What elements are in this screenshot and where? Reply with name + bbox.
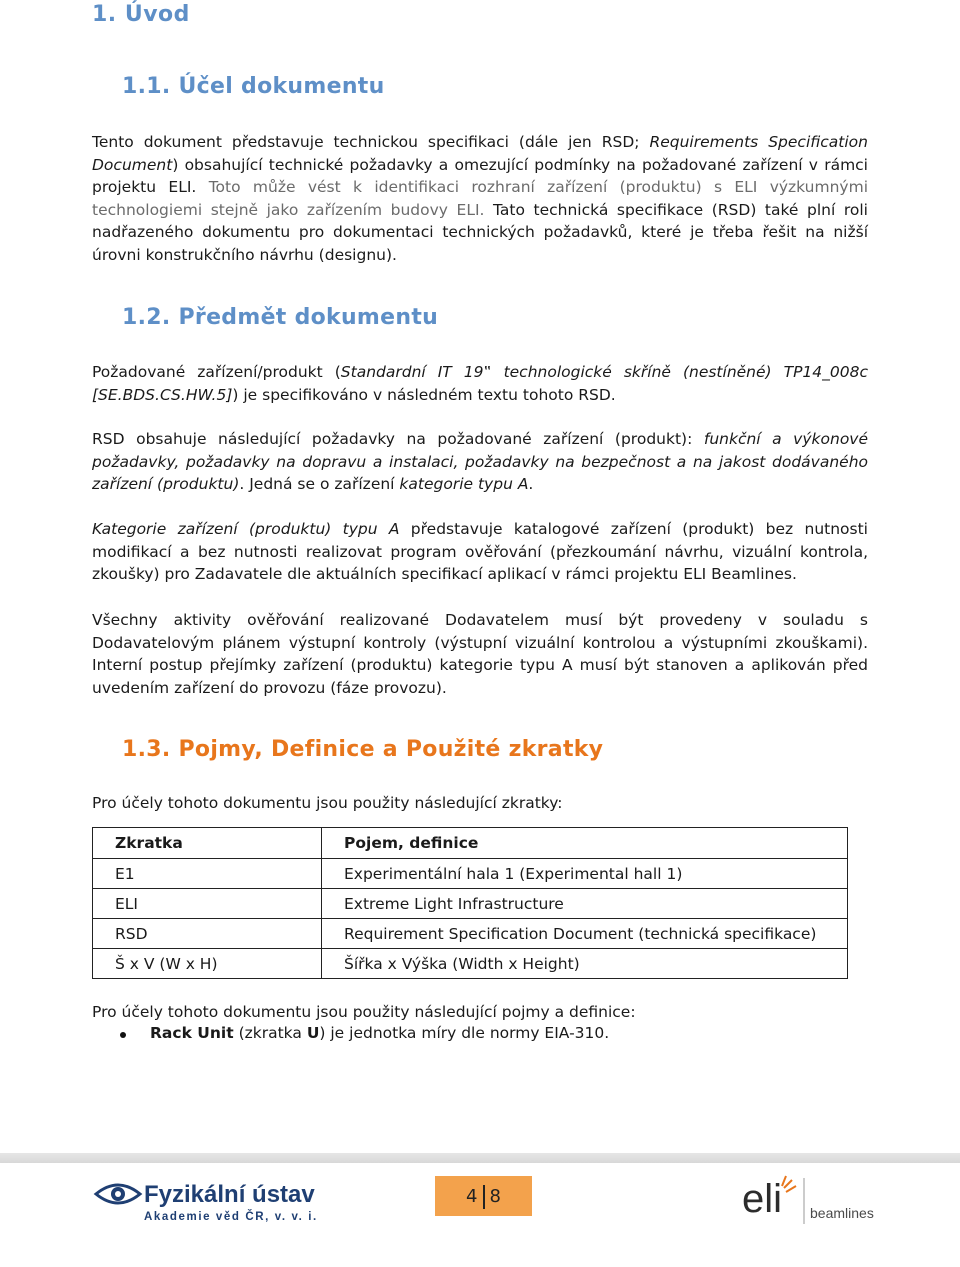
definition-abbr: U: [306, 1024, 320, 1042]
table-cell: RSD: [93, 919, 322, 949]
logo-left-subtitle: Akademie věd ČR, v. v. i.: [144, 1211, 318, 1223]
heading-1-1: 1.1. Účel dokumentu: [122, 74, 385, 99]
footer-band: [0, 1153, 960, 1163]
p1-1-text-e: Tato technická specifikace (RSD) také plní roli nadřazeného dokumentu pro dokumentaci technických požadavků, které je třeba řešit na nižší úrovni konstrukčního návrhu (designu).: [92, 200, 868, 264]
table-row: [93, 889, 848, 919]
table-header-row: [93, 828, 848, 859]
p1-2-b-text-e: .: [528, 475, 534, 494]
p1-1-text-a: Tento dokument představuje technickou specifikaci (dále jen RSD;: [92, 133, 650, 151]
p1-1-text-italic: Requirements Specification Document: [92, 133, 868, 174]
definition-text: [150, 1024, 609, 1042]
table-cell: Requirement Specification Document (technická specifikace): [322, 919, 848, 949]
bullet-icon: [120, 1032, 126, 1038]
p1-2-b-text-a: RSD obsahuje následující požadavky na požadované zařízení (produkt):: [92, 430, 704, 448]
p1-2-c-text-italic: Kategorie zařízení (produktu) typu A: [92, 520, 400, 538]
heading-1-2: [122, 305, 438, 330]
table-cell: ELI: [93, 889, 322, 919]
heading-1-uvod: 1. Úvod: [92, 2, 190, 27]
p1-1-text-c: ) obsahující technické požadavky a omezující podmínky na požadované zařízení v rámci projektu ELI.: [92, 155, 868, 197]
table-row: [93, 919, 848, 949]
definition-term: Rack Unit: [150, 1024, 234, 1042]
table-cell: Šířka x Výška (Width x Height): [322, 949, 848, 979]
p1-2-b-text-category: kategorie typu A: [399, 475, 529, 494]
paragraph-1-1: [92, 131, 868, 267]
p1-2-a-text-c: ) je specifikováno v následném textu tohoto RSD.: [232, 385, 616, 404]
eye-icon: [96, 1185, 140, 1203]
page-current: 4: [466, 1186, 478, 1207]
paragraph-1-2-c: [92, 518, 868, 586]
page-number-box: [435, 1176, 532, 1216]
paragraph-1-2-d: Všechny aktivity ověřování realizované Dodavatelem musí být provedeny v souladu s Dodavatelovým plánem výstupní kontroly (výstupní vizuální kontrolou a výstupními zkouškami). Interní postup přejímky zařízení (produktu) kategorie typu A musí být stanoven a aplikován před uvedením zařízení do provozu (fáze provozu).: [92, 611, 868, 697]
abbreviations-intro: Pro účely tohoto dokumentu jsou použity následující zkratky:: [92, 794, 563, 812]
table-cell: Š x V (W x H): [93, 949, 322, 979]
heading-1-3: 1.3. Pojmy, Definice a Použité zkratky: [122, 737, 604, 762]
fyzikalni-ustav-logo: [92, 1172, 332, 1232]
definitions-intro: Pro účely tohoto dokumentu jsou použity následující pojmy a definice:: [92, 1003, 636, 1021]
abbreviations-table: [92, 827, 848, 979]
definition-text-d: ) je jednotka míry dle normy EIA-310.: [319, 1024, 610, 1042]
definition-text-b: (zkratka: [233, 1024, 307, 1042]
heading-1-2-text: Předmět dokumentu: [178, 305, 439, 330]
logo-left-title: Fyzikální ústav: [144, 1181, 315, 1208]
paragraph-1-2-a: [92, 361, 868, 406]
p1-2-a-text-italic: Standardní IT 19‟ technologické skříně (nestíněné) TP14_008c [SE.BDS.CS.HW.5]: [92, 363, 869, 404]
p1-2-a-text-a: Požadované zařízení/produkt (: [92, 363, 341, 381]
table-cell: Extreme Light Infrastructure: [322, 889, 848, 919]
logo-right-sub: beamlines: [810, 1205, 874, 1221]
table-cell: Experimentální hala 1 (Experimental hall 1): [322, 859, 848, 889]
spark-icon: [782, 1176, 796, 1192]
page-total: 8: [489, 1186, 501, 1207]
p1-1-text-gray: Toto může vést k identifikaci rozhraní zařízení (produktu) s ELI výzkumnými technologiemi stejně jako zařízením budovy ELI.: [92, 178, 868, 219]
table-cell: E1: [93, 859, 322, 889]
table-header-cell: Pojem, definice: [322, 828, 848, 859]
p1-2-c-text-b: představuje katalogové zařízení (produkt) bez nutnosti modifikací a bez nutnosti realizovat program ověřování (přezkoumání návrhu, vizuální kontrola, zkoušky) pro Zadavatele dle aktuálních specifikací aplikací v rámci projektu ELI Beamlines.: [92, 520, 868, 584]
page-separator: [483, 1185, 485, 1209]
eli-beamlines-logo: [740, 1172, 880, 1232]
logo-right-mark: eli: [742, 1177, 783, 1221]
heading-1-2-number: 1.2.: [122, 305, 171, 330]
table-row: [93, 949, 848, 979]
table-row: [93, 859, 848, 889]
paragraph-1-2-b: [92, 428, 868, 496]
table-header-cell: Zkratka: [93, 828, 322, 859]
p1-2-b-text-italic: funkční a výkonové požadavky, požadavky na dopravu a instalaci, požadavky na bezpečnost a na jakost dodávaného zařízení (produktu): [92, 430, 869, 494]
p1-2-b-text-c: . Jedná se o zařízení: [239, 475, 400, 494]
